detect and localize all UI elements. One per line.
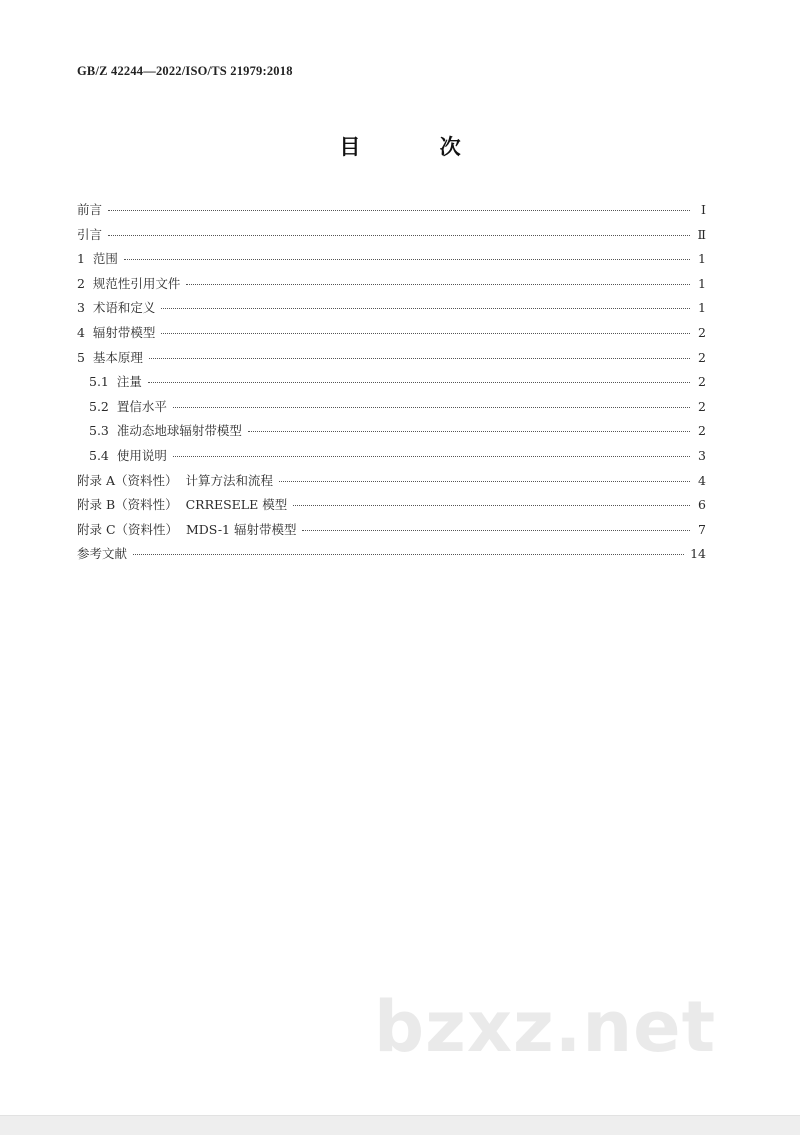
toc-entry-page-number: 4 [698,472,706,488]
toc-entry-page-number: 1 [698,251,706,267]
toc-entry-page-number: 2 [698,374,706,390]
toc-entry-page-number: 1 [698,275,706,291]
toc-entry-label: 参考文献 [77,546,128,562]
toc-entry[interactable] [77,544,706,569]
toc-entry-label: 5.3 准动态地球辐射带模型 [89,423,242,439]
toc-entry[interactable] [77,298,706,323]
toc-entry[interactable] [77,274,706,299]
toc-entry-label: 1 范围 [77,251,118,267]
toc-entry[interactable] [77,225,706,250]
toc-entry-label: 附录 A（资料性） 计算方法和流程 [77,472,273,488]
toc-entry[interactable] [77,520,706,545]
toc-entry-label: 4 辐射带模型 [77,324,156,340]
toc-entry[interactable] [77,471,706,496]
toc-entry-label: 5.4 使用说明 [89,447,167,463]
toc-entry-label: 2 规范性引用文件 [77,275,181,291]
toc-leader-dots [133,554,684,555]
toc-entry[interactable] [77,421,706,446]
toc-entry-label: 前言 [77,202,103,217]
toc-entry-label: 3 术语和定义 [77,300,156,316]
standard-code-header: GB/Z 42244—2022/ISO/TS 21979:2018 [77,64,293,78]
toc-entry-page-number: 7 [698,521,706,537]
toc-entry-page-number: 3 [698,447,706,463]
toc-entry-page-number: 14 [690,546,706,562]
toc-entry-page-number: Ⅱ [697,226,706,242]
toc-entry-label: 附录 B（资料性） CRRESELE 模型 [77,497,288,513]
toc-leader-dots [161,333,690,334]
toc-entry-label: 附录 C（资料性） MDS-1 辐射带模型 [77,521,297,537]
toc-leader-dots [186,284,690,285]
page-bottom-strip [0,1115,800,1135]
toc-entry[interactable] [77,372,706,397]
toc-entry-page-number: 2 [698,398,706,414]
toc-leader-dots [248,431,690,432]
toc-entry[interactable] [77,249,706,274]
toc-leader-dots [173,407,690,408]
toc-entry[interactable] [77,348,706,373]
toc-entry-page-number: 2 [698,349,706,365]
watermark-logo: bzxz.net [374,986,717,1068]
toc-entry[interactable] [77,495,706,520]
toc-entry[interactable] [77,397,706,422]
toc-entry-page-number: Ⅰ [701,202,706,217]
toc-leader-dots [149,358,690,359]
toc-title: 目 次 [339,135,497,159]
toc-entry-page-number: 2 [698,324,706,340]
toc-leader-dots [108,235,690,236]
toc-entry[interactable] [77,446,706,471]
toc-leader-dots [148,382,690,383]
toc-leader-dots [279,481,690,482]
toc-entry-label: 5.1 注量 [89,374,142,390]
toc-entry[interactable] [77,200,706,225]
toc-entry-label: 引言 [77,226,103,242]
toc-leader-dots [293,505,690,506]
toc-entry-page-number: 2 [698,423,706,439]
toc-entry[interactable] [77,323,706,348]
toc-leader-dots [108,210,690,211]
toc-entry-label: 5.2 置信水平 [89,398,167,414]
toc-leader-dots [173,456,690,457]
toc-entry-page-number: 6 [698,497,706,513]
toc-entry-label: 5 基本原理 [77,349,143,365]
toc-leader-dots [302,530,690,531]
toc-entry-page-number: 1 [698,300,706,316]
table-of-contents [77,200,706,569]
toc-leader-dots [161,308,690,309]
toc-leader-dots [124,259,690,260]
